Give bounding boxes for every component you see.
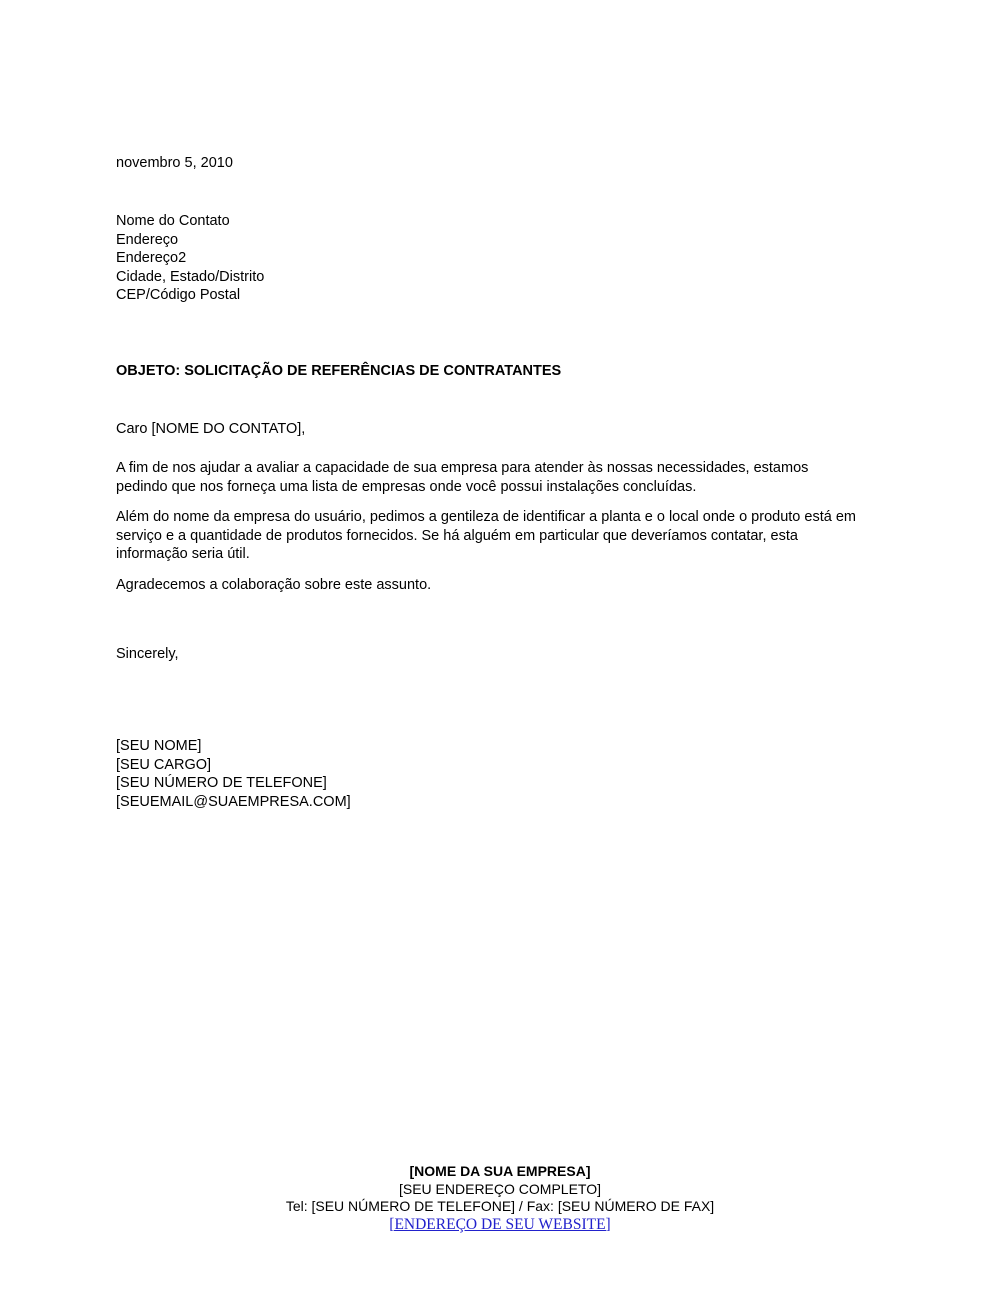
signature-phone: [SEU NÚMERO DE TELEFONE] [116, 775, 327, 791]
body-paragraph-2: Além do nome da empresa do usuário, pedimos a gentileza de identificar a planta e o local onde o produto está em serviço e a quantidade de produtos fornecidos. Se há alguém em particular que deveríamos contatar, esta informação seria útil. [116, 509, 856, 562]
body-paragraph-3: Agradecemos a colaboração sobre este assunto. [116, 576, 432, 593]
footer-company-name: [NOME DA SUA EMPRESA] [409, 1163, 591, 1179]
address-line-street: Endereço [116, 231, 179, 248]
body-paragraph-1: A fim de nos ajudar a avaliar a capacidade de sua empresa para atender às nossas necessidades, estamos pedindo que nos forneça uma lista de empresas onde você possui instalações concluídas. [116, 460, 809, 495]
letter-date: novembro 5, 2010 [116, 155, 233, 171]
signature-block [116, 737, 351, 811]
page-footer [0, 1163, 1000, 1233]
recipient-address-block [116, 212, 264, 305]
closing-line: Sincerely, [116, 646, 179, 662]
address-line-street2: Endereço2 [116, 250, 187, 266]
signature-title: [SEU CARGO] [116, 756, 212, 773]
footer-contact: Tel: [SEU NÚMERO DE TELEFONE] / Fax: [SEU NÚMERO DE FAX] [285, 1198, 715, 1214]
footer-address: [SEU ENDEREÇO COMPLETO] [398, 1180, 601, 1197]
address-line-postal-code: CEP/Código Postal [116, 287, 241, 303]
footer-website-link[interactable]: [ENDEREÇO DE SEU WEBSITE] [389, 1215, 611, 1233]
address-line-name: Nome do Contato [116, 213, 230, 229]
subject-line: OBJETO: SOLICITAÇÃO DE REFERÊNCIAS DE CONTRATANTES [116, 363, 562, 379]
signature-email: [SEUEMAIL@SUAEMPRESA.COM] [116, 793, 351, 810]
signature-name: [SEU NOME] [116, 738, 202, 754]
address-line-city-state: Cidade, Estado/Distrito [116, 268, 265, 285]
letter-body [116, 459, 858, 594]
salutation: Caro [NOME DO CONTATO], [116, 421, 306, 437]
